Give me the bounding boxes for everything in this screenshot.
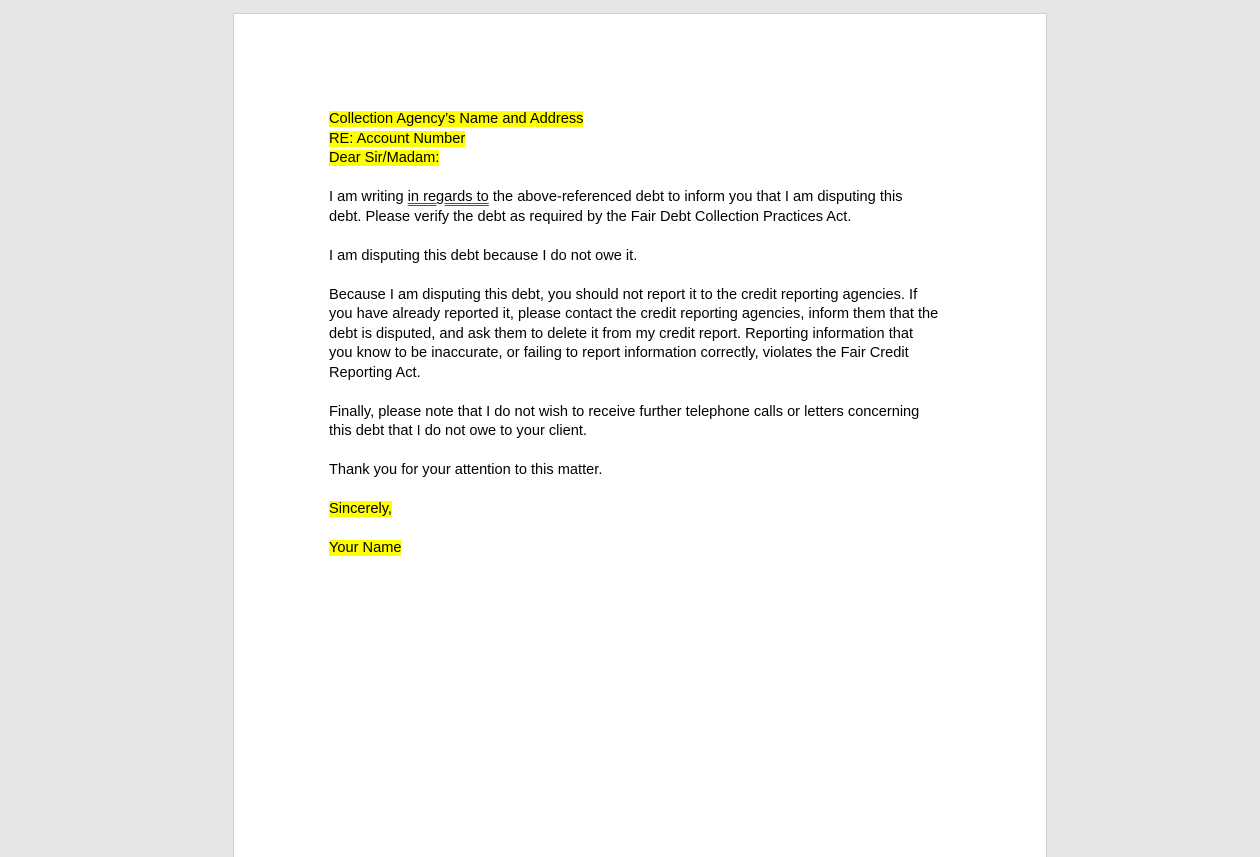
closing-line xyxy=(329,500,969,520)
grammar-flagged-phrase[interactable]: in regards to xyxy=(407,189,489,205)
paragraph-reason xyxy=(329,247,969,267)
paragraph-line: Finally, please note that I do not wish to receive further telephone calls or letters concerning xyxy=(329,403,920,420)
paragraph-line: Reporting Act. xyxy=(329,364,421,381)
re-account-line xyxy=(329,130,969,150)
highlighted-text: RE: Account Number xyxy=(329,130,466,147)
letter-body[interactable] xyxy=(329,110,969,559)
paragraph-line: you know to be inaccurate, or failing to report information correctly, violates the Fair Credit xyxy=(329,345,909,361)
highlighted-text: Sincerely, xyxy=(329,501,392,517)
paragraph-line: debt is disputed, and ask them to delete it from my credit report. Reporting information that xyxy=(329,325,914,342)
paragraph-line: you have already reported it, please contact the credit reporting agencies, inform them that the xyxy=(329,306,939,322)
agency-address-line xyxy=(329,110,969,130)
highlighted-text: Your Name xyxy=(329,540,402,556)
paragraph-line: Thank you for your attention to this matter. xyxy=(329,462,603,478)
salutation-line xyxy=(329,149,969,169)
blank-line xyxy=(329,169,969,189)
text-run: the above-referenced debt to inform you that I am disputing this xyxy=(488,189,903,205)
paragraph-line: I am disputing this debt because I do not owe it. xyxy=(329,247,638,264)
highlighted-text: Dear Sir/Madam: xyxy=(329,150,440,166)
signature-line xyxy=(329,539,969,559)
paragraph-no-contact xyxy=(329,403,969,442)
paragraph-thanks xyxy=(329,461,969,481)
text-run: I am writing xyxy=(329,189,408,205)
paragraph-line: Because I am disputing this debt, you should not report it to the credit reporting agencies. If xyxy=(329,286,918,303)
paragraph-line xyxy=(329,188,969,208)
paragraph-dispute-intro xyxy=(329,188,969,227)
paragraph-reporting xyxy=(329,286,969,384)
document-page[interactable] xyxy=(233,13,1047,857)
paragraph-line: debt. Please verify the debt as required by the Fair Debt Collection Practices Act. xyxy=(329,208,852,225)
highlighted-text: Collection Agency’s Name and Address xyxy=(329,111,584,127)
paragraph-line: this debt that I do not owe to your client. xyxy=(329,423,587,439)
